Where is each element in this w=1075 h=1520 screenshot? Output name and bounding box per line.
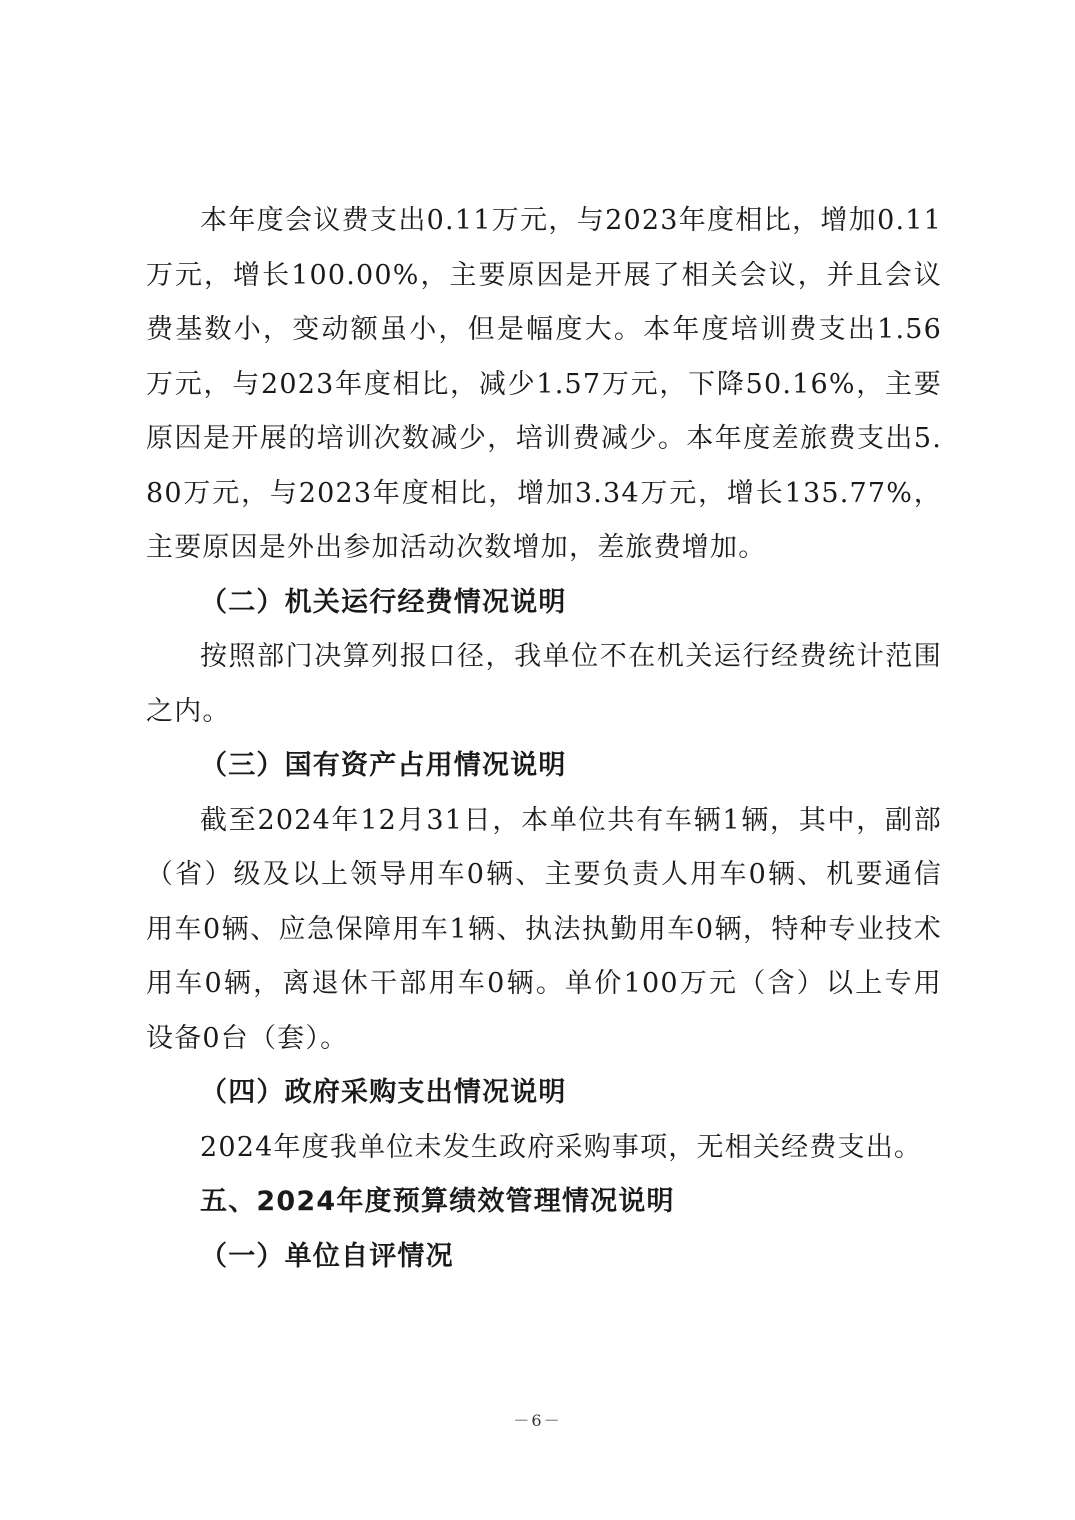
paragraph-government-procurement: 2024年度我单位未发生政府采购事项，无相关经费支出。 bbox=[200, 1131, 923, 1163]
section-heading-operating-funds: （二）机关运行经费情况说明 bbox=[200, 586, 567, 618]
paragraph-expenses-meeting-training-travel: 本年度会议费支出0.11万元，与2023年度相比，增加0.11万元，增长100.00%，主要原因是开展了相关会议，并且会议费基数小，变动额虽小，但是幅度大。本年度培训费支出1.56万元，与2023年度相比，减少1.57万元，下降50.16%，主要原因是开展的培训次数减少，培训费减少。本年度差旅费支出5.80万元，与2023年度相比，增加3.34万元，增长135.77%，主要原因是外出参加活动次数增加，差旅费增加。 bbox=[146, 205, 942, 563]
section-heading-self-evaluation: （一）单位自评情况 bbox=[200, 1240, 454, 1272]
paragraph-operating-funds: 按照部门决算列报口径，我单位不在机关运行经费统计范围之内。 bbox=[146, 641, 942, 727]
paragraph-state-assets: 截至2024年12月31日，本单位共有车辆1辆，其中，副部（省）级及以上领导用车0辆、主要负责人用车0辆、机要通信用车0辆、应急保障用车1辆、执法执勤用车0辆，特种专业技术用车0辆，离退休干部用车0辆。单价100万元（含）以上专用设备0台（套）。 bbox=[146, 804, 942, 1054]
page-number: －6－ bbox=[513, 1411, 562, 1430]
section-heading-state-assets: （三）国有资产占用情况说明 bbox=[200, 750, 567, 781]
section-heading-performance-management: 五、2024年度预算绩效管理情况说明 bbox=[200, 1186, 675, 1217]
section-heading-government-procurement: （四）政府采购支出情况说明 bbox=[200, 1077, 567, 1108]
page-content bbox=[146, 194, 942, 1284]
